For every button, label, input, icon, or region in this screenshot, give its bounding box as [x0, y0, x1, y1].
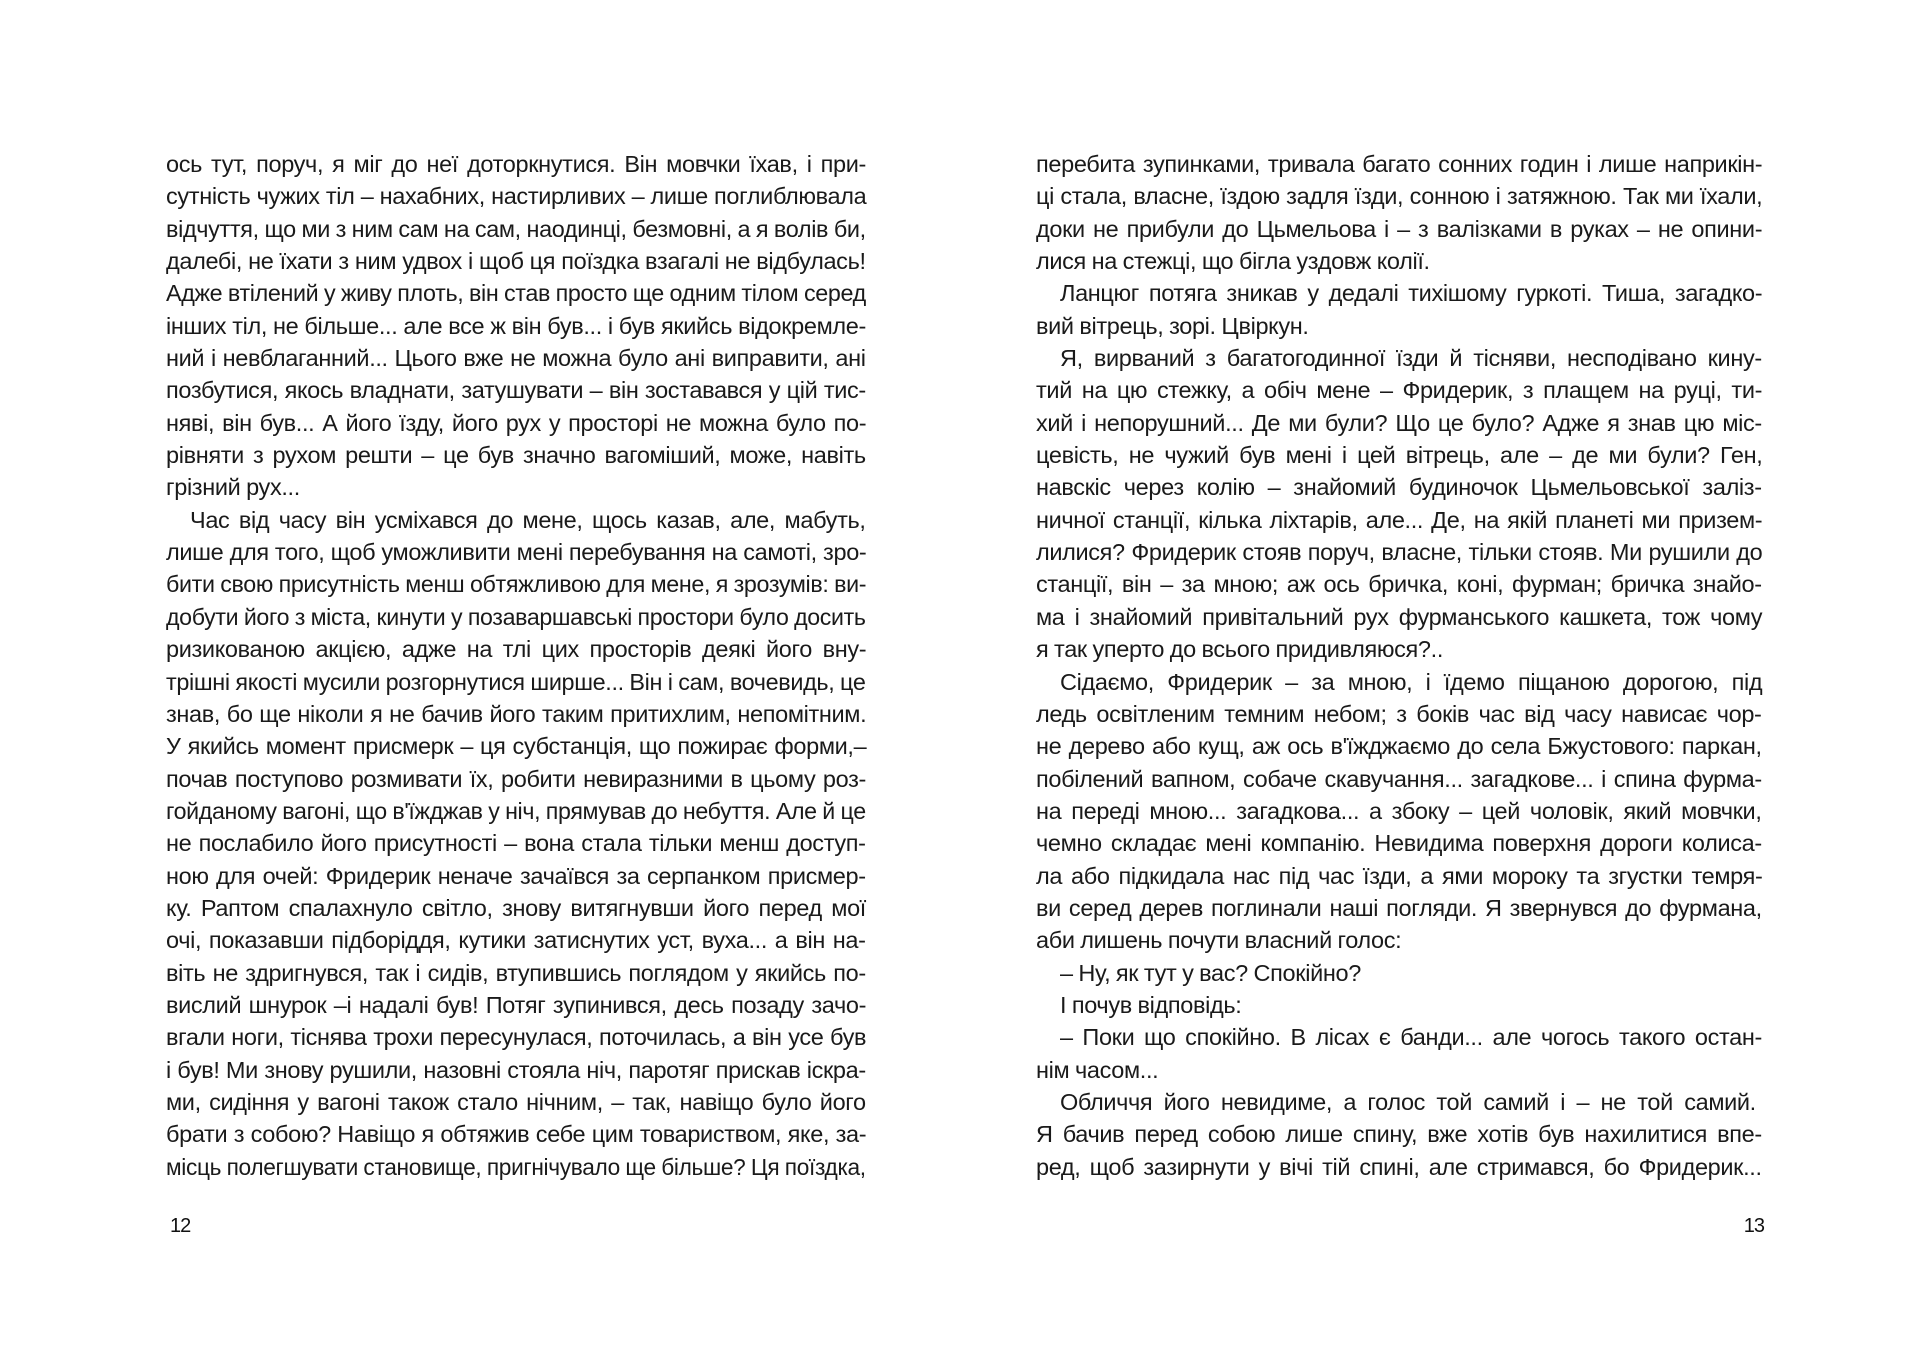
text-line: [1036, 601, 1762, 633]
text-line-content: не дерево або кущ, аж ось в'їжджаємо до села Бжустового: паркан,: [1036, 733, 1762, 760]
text-line-content: не послабило його присутності – вона стала тільки менш доступ-: [166, 830, 866, 857]
text-line: [166, 827, 866, 859]
text-line-content: вислий шнурок –і надалі був! Потяг зупинився, десь позаду зачо-: [166, 991, 867, 1018]
text-line: [1036, 730, 1762, 762]
text-line-content: побілений вапном, собаче скавучання... загадкове... і спина фурма-: [1036, 765, 1762, 792]
text-line-content: Я бачив перед собою лише спину, вже хотів був нахилитися впе-: [1036, 1121, 1762, 1148]
text-line-content: доки не прибули до Цьмельова і – з валізками в руках – не опини-: [1036, 215, 1763, 242]
text-line-content: відчуття, що ми з ним сам на сам, наодинці, безмовні, а я волів би,: [166, 215, 866, 242]
text-line-content: ці стала, власне, їздою задля їзди, сонною і затяжною. Так ми їхали,: [1036, 183, 1763, 210]
text-line-content: ний і невблаганний... Цього вже не можна було ані виправити, ані: [166, 345, 866, 372]
text-line: [166, 536, 866, 568]
text-line: [1036, 989, 1762, 1021]
text-line-content: ла або підкидала нас під час їзди, а ями мороку та згустки темря-: [1036, 862, 1763, 889]
text-line: [166, 310, 866, 342]
text-line: [1036, 860, 1762, 892]
text-line: [166, 1086, 866, 1118]
text-line-content: Обличчя його невидиме, а голос той самий і – не той самий.: [1060, 1088, 1756, 1115]
text-line-content: – Поки що спокійно. В лісах є банди... але чогось такого остан-: [1060, 1024, 1762, 1051]
text-line-content: нім часом...: [1036, 1056, 1159, 1083]
right-page-number: 13: [1743, 1215, 1764, 1237]
text-line: [166, 1054, 866, 1086]
text-line: [166, 666, 866, 698]
text-line-content: знав, бо ще ніколи я не бачив його таким притихлим, непомітним.: [166, 700, 867, 727]
text-line-content: на переді мною... загадкова... а збоку – цей чоловік, який мовчки,: [1036, 797, 1762, 824]
text-line-content: няві, він був... А його їзду, його рух у просторі не можна було по-: [166, 409, 867, 436]
text-line: [166, 1118, 866, 1150]
text-line: [166, 504, 866, 536]
text-line: [1036, 310, 1762, 342]
text-line: [1036, 795, 1762, 827]
text-line-content: місць полегшувати становище, пригнічувало ще більше? Ця поїздка,: [166, 1153, 866, 1180]
text-line-content: лися на стежці, що бігла уздовж колії.: [1036, 248, 1430, 275]
text-line: [1036, 180, 1762, 212]
text-line-content: лише для того, щоб уможливити мені перебування на самоті, зро-: [166, 539, 867, 566]
text-line: [166, 407, 866, 439]
text-line-content: чемно складає мені компанію. Невидима поверхня дороги колиса-: [1036, 830, 1762, 857]
text-line-content: – Ну, як тут у вас? Спокійно?: [1060, 959, 1361, 986]
text-line: [166, 374, 866, 406]
text-line-content: рівняти з рухом решти – це був значно вагоміший, може, навіть: [166, 442, 866, 469]
text-line: [1036, 1021, 1762, 1053]
text-line-content: очі, показавши підборіддя, кутики затиснутих уст, вуха... а він на-: [166, 927, 866, 954]
text-line: [166, 342, 866, 374]
text-line-content: станції, він – за мною; аж ось бричка, коні, фурман; бричка знайо-: [1036, 571, 1762, 598]
text-line: [166, 730, 866, 762]
text-line-content: ма і знайомий привітальний рух фурманського кашкета, тож чому: [1036, 603, 1763, 630]
text-line: [1036, 1151, 1762, 1183]
text-line-content: ось тут, поруч, я міг до неї доторкнутися. Він мовчки їхав, і при-: [166, 151, 866, 177]
text-line-content: тий на цю стежку, а обіч мене – Фридерик, з плащем на руці, ти-: [1036, 377, 1763, 404]
text-line: [1036, 1118, 1762, 1150]
right-page: [960, 0, 1920, 1347]
text-line-content: Я, вирваний з багатогодинної їзди й тісняви, несподівано кину-: [1060, 345, 1762, 372]
text-line: [1036, 698, 1762, 730]
text-line: [166, 245, 866, 277]
text-line: [1036, 277, 1762, 309]
text-line: [1036, 148, 1762, 180]
text-line: [166, 180, 866, 212]
text-line-content: ною для очей: Фридерик неначе зачаївся за серпанком присмер-: [166, 862, 866, 889]
text-line-content: інших тіл, не більше... але все ж він був... і був якийсь відокремле-: [166, 312, 866, 339]
text-line-content: перебита зупинками, тривала багато сонних годин і лише наприкін-: [1036, 151, 1763, 177]
text-line-content: позбутися, якось владнати, затушувати – він зоставався у цій тис-: [166, 377, 866, 404]
text-line: [166, 957, 866, 989]
text-line: [166, 924, 866, 956]
text-line-content: цевість, не чужий був мені і цей вітрець, але – де ми були? Ген,: [1036, 442, 1763, 469]
text-line: [1036, 1054, 1762, 1086]
text-line: [166, 1151, 866, 1183]
text-line-content: я так уперто до всього придивляюся?..: [1036, 636, 1443, 663]
text-line-content: почав поступово розмивати їх, робити невиразними в цьому роз-: [166, 765, 866, 792]
text-line-content: лилися? Фридерик стояв поруч, власне, тільки стояв. Ми рушили до: [1036, 539, 1763, 566]
text-line: [166, 439, 866, 471]
text-line-content: Сідаємо, Фридерик – за мною, і їдемо піщаною дорогою, під: [1060, 668, 1763, 695]
text-line-content: гойданому вагоні, що в'їжджав у ніч, прямував до небуття. Але й це: [166, 797, 866, 824]
text-line: [1036, 439, 1762, 471]
text-line: [166, 277, 866, 309]
text-line: [1036, 924, 1762, 956]
text-line: [1036, 213, 1762, 245]
text-line-content: ледь освітленим темним небом; з боків час від часу нависає чор-: [1036, 700, 1762, 727]
text-line: [166, 763, 866, 795]
text-line-content: І почув відповідь:: [1060, 991, 1242, 1018]
left-page-number: 12: [170, 1215, 191, 1237]
text-line-content: сутність чужих тіл – нахабних, настирливих – лише поглиблювала: [166, 183, 867, 210]
text-line: [166, 601, 866, 633]
text-line: [1036, 407, 1762, 439]
left-page-text: [166, 148, 866, 1183]
text-line: [166, 1021, 866, 1053]
text-line: [166, 892, 866, 924]
text-line-content: ризикованою акцією, адже на тлі цих просторів деякі його вну-: [166, 636, 867, 663]
text-line: [166, 795, 866, 827]
text-line-content: вгали ноги, тіснява трохи пересунулася, поточилась, а він усе був: [166, 1024, 867, 1051]
text-line-content: віть не здригнувся, так і сидів, втупившись поглядом у якийсь по-: [166, 959, 866, 986]
text-line-content: Адже втілений у живу плоть, він став просто ще одним тілом серед: [166, 280, 866, 307]
text-line: [1036, 957, 1762, 989]
text-line: [166, 568, 866, 600]
text-line: [1036, 633, 1762, 665]
text-line-content: грізний рух...: [166, 474, 300, 501]
text-line-content: навскіс через колію – знайомий будиночок Цьмельовської заліз-: [1036, 474, 1762, 501]
text-line: [1036, 568, 1762, 600]
text-line-content: бити свою присутність менш обтяжливою для мене, я зрозумів: ви-: [166, 571, 867, 598]
text-line-content: хий і непорушний... Де ми були? Що це було? Адже я знав цю міс-: [1036, 409, 1762, 436]
text-line: [1036, 763, 1762, 795]
text-line: [1036, 666, 1762, 698]
text-line: [1036, 471, 1762, 503]
text-line: [166, 633, 866, 665]
text-line: [1036, 892, 1762, 924]
text-line-content: Ланцюг потяга зникав у дедалі тихішому гуркоті. Тиша, загадко-: [1060, 280, 1763, 307]
text-line: [166, 213, 866, 245]
text-line: [1036, 536, 1762, 568]
text-line: [1036, 245, 1762, 277]
text-line: [1036, 827, 1762, 859]
text-line-content: добути його з міста, кинути у позаваршавські простори було досить: [166, 603, 866, 630]
text-line-content: далебі, не їхати з ним удвох і щоб ця поїздка взагалі не відбулась!: [166, 248, 866, 275]
text-line-content: Час від часу він усміхався до мене, щось казав, але, мабуть,: [190, 506, 866, 533]
text-line: [166, 148, 866, 180]
text-line-content: трішні якості мусили розгорнутися ширше... Він і сам, вочевидь, це: [166, 668, 866, 695]
text-line: [166, 860, 866, 892]
text-line: [1036, 1086, 1762, 1118]
text-line-content: вий вітрець, зорі. Цвіркун.: [1036, 312, 1309, 339]
text-line-content: і був! Ми знову рушили, назовні стояла ніч, паротяг прискав іскра-: [166, 1056, 866, 1083]
text-line: [1036, 342, 1762, 374]
text-line-content: ничної станції, кілька ліхтарів, але... Де, на якій планеті ми призем-: [1036, 506, 1763, 533]
text-line-content: аби лишень почути власний голос:: [1036, 927, 1402, 954]
text-line: [1036, 504, 1762, 536]
text-line: [1036, 374, 1762, 406]
text-line: [166, 698, 866, 730]
text-line-content: ред, щоб зазирнути у вічі тій спині, але стримався, бо Фридерик...: [1036, 1153, 1762, 1180]
text-line: [166, 471, 866, 503]
text-line: [166, 989, 866, 1021]
text-line-content: ви серед дерев поглинали наші погляди. Я звернувся до фурмана,: [1036, 894, 1762, 921]
text-line-content: ку. Раптом спалахнуло світло, знову витягнувши його перед мої: [166, 894, 866, 921]
text-line-content: У якийсь момент присмерк – ця субстанція, що пожирає форми,–: [166, 733, 867, 760]
text-line-content: брати з собою? Навіщо я обтяжив себе цим товариством, яке, за-: [166, 1121, 867, 1148]
right-page-text: [1036, 148, 1762, 1183]
text-line-content: ми, сидіння у вагоні також стало нічним, – так, навіщо було його: [166, 1088, 866, 1115]
